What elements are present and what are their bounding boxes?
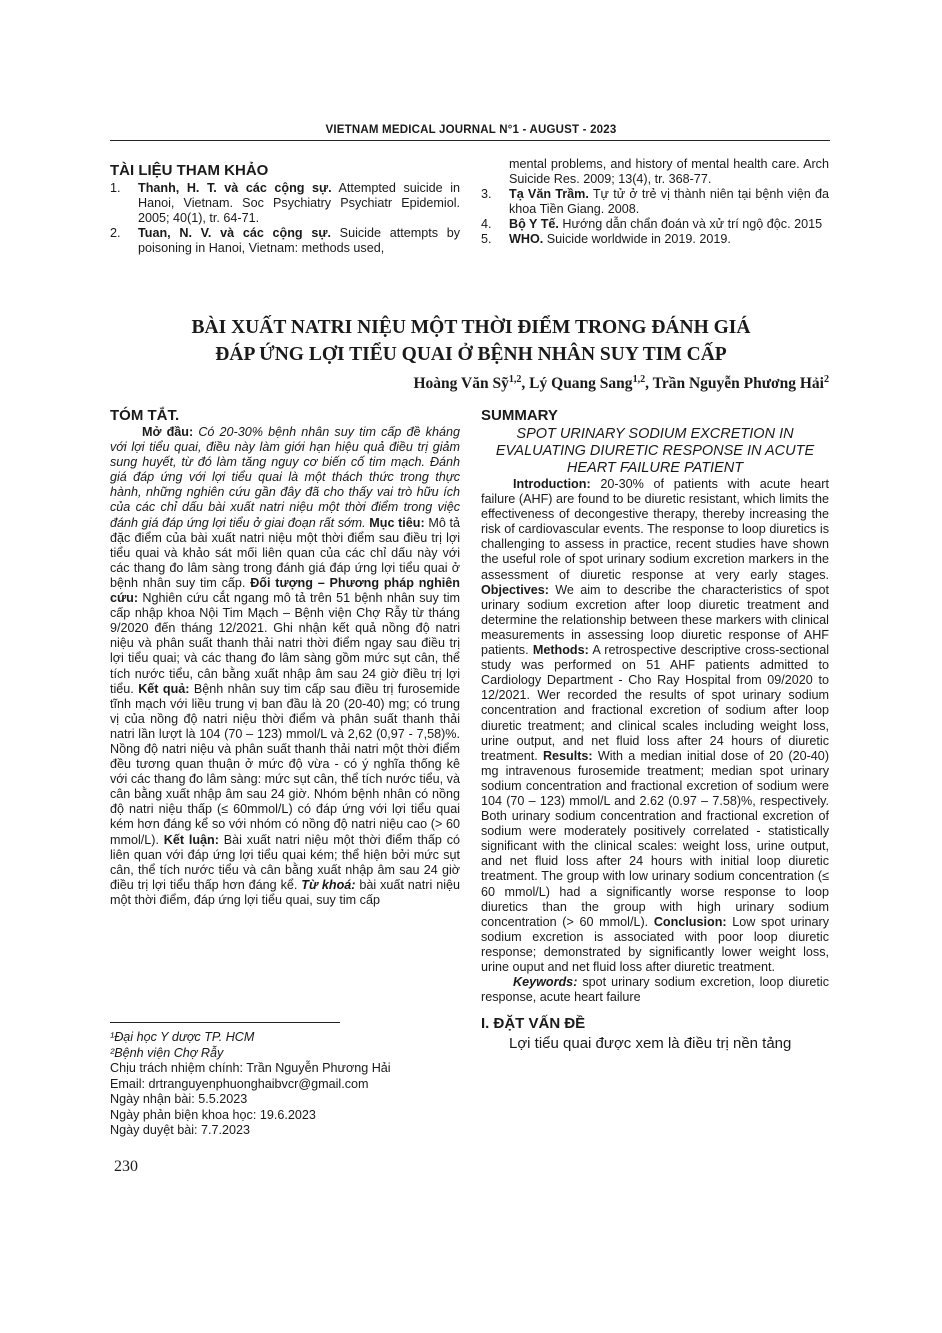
abstract-text: Mô tả đặc điểm của bài xuất natri niệu một thời điểm sau điều trị lợi tiểu quai và khảo sát mối liên quan của các chỉ dấu này với các thang đo lâm sàng trong đánh giá đáp ứng lợi tiểu quai ở bệnh nhân suy tim cấp. — [110, 515, 460, 590]
references-section-left — [110, 162, 460, 256]
reference-number: 2. — [110, 226, 121, 241]
reference-authors: WHO. — [509, 232, 544, 247]
reference-authors: Bộ Y Tế. — [509, 217, 559, 232]
introduction-text: Lợi tiểu quai được xem là điều trị nền tảng — [509, 1035, 792, 1053]
abstract-vietnamese — [110, 407, 460, 908]
reference-number: 3. — [481, 187, 492, 202]
reference-item — [481, 187, 829, 217]
author-separator: , — [645, 375, 653, 392]
abstract-text: Có 20-30% bệnh nhân suy tim cấp đề kháng với lợi tiểu quai, điều này làm giới hạn hiệu quả điều trị giảm sung huyết, từ đó làm tăng nguy cơ biến cố tim mạch. Đánh giá đáp ứng với lợi tiểu quai là một thách thức trong thực hành, những nghiên cứu gần đây đã cho thấy vai trò hữu ích của các chỉ dấu bài xuất natri niệu một thời điểm trong việc đánh giá đáp ứng lợi tiểu ở giai đoạn rất sớm. — [110, 425, 460, 530]
summary-label: Results: — [542, 748, 593, 763]
summary-text: A retrospective descriptive cross-sectional study was performed on 51 AHF patients admitted to Cardiology Department - Cho Ray Hospital from 09/2020 to 12/2021. Wer recorded the results of spot urinary sodium concentration and fractional excretion of sodium after loop diuretic treatment; and clinical scales including weight loss, urine output, and net fluid loss after 24 hours of diuretic treatment. — [481, 643, 829, 763]
footnote-accepted: Ngày duyệt bài: 7.7.2023 — [110, 1123, 251, 1137]
reference-authors: Tạ Văn Trầm. — [509, 187, 589, 202]
journal-header: VIETNAM MEDICAL JOURNAL N°1 - AUGUST - 2023 — [325, 124, 617, 136]
author-name: Trần Nguyễn Phương Hải — [652, 375, 824, 392]
reference-text: Attempted suicide in Hanoi, Vietnam. Soc Psychiatry Psychiatr Epidemiol. 2005; 40(1), tr. 64-71. — [138, 181, 460, 226]
summary-text: We aim to describe the characteristics of spot urinary sodium excretion after loop diuretic treatment and determine the relationship between these markers with clinical measurements in assessing loop diuretic response of AHF patients. — [481, 582, 829, 658]
author-affiliation: 1,2 — [508, 373, 522, 385]
footnote-rule — [110, 1022, 340, 1023]
abstract-vi-heading: TÓM TẮT. — [110, 407, 180, 424]
footnote-reviewed: Ngày phản biện khoa học: 19.6.2023 — [110, 1107, 316, 1122]
reference-authors: Thanh, H. T. và các cộng sự. — [138, 181, 332, 195]
article-title-line-1: BÀI XUẤT NATRI NIỆU MỘT THỜI ĐIỂM TRONG ĐÁNH GIÁ — [191, 317, 751, 338]
author-list — [414, 375, 830, 393]
summary-text: Low spot urinary sodium excretion is associated with poor loop diuretic response; demonstrated by significantly lower weight loss, urine ouput and net fluid loss after diuretic treatment. — [481, 914, 829, 974]
abstract-label: Mở đầu: — [142, 425, 194, 439]
summary-title: SPOT URINARY SODIUM EXCRETION IN EVALUATING DIURETIC RESPONSE IN ACUTE HEART FAILURE PATIENT — [495, 426, 815, 476]
abstract-text: Nghiên cứu cắt ngang mô tả trên 51 bệnh nhân suy tim cấp nhập khoa Nội Tim Mạch – Bệnh viện Chợ Rẫy từ tháng 9/2020 đến tháng 12/2021. Ghi nhận kết quả nồng độ natri niệu và phân suất thanh thải natri thời điểm ngay sau điều trị lợi tiểu quai; và các thang đo lâm sàng gồm mức sụt cân, thể tích nước tiểu, cân bằng xuất nhập âm sau 24 giờ điều trị lợi tiểu. — [110, 591, 460, 696]
summary-label: Conclusion: — [653, 914, 727, 929]
abstract-label: Kết quả: — [138, 681, 190, 696]
reference-text: Suicide worldwide in 2019. 2019. — [543, 232, 731, 247]
page-number: 230 — [114, 1158, 138, 1175]
article-title-line-2: ĐÁP ỨNG LỢI TIỂU QUAI Ở BỆNH NHÂN SUY TIM CẤP — [215, 344, 727, 365]
references-section-right — [481, 157, 829, 248]
references-heading: TÀI LIỆU THAM KHẢO — [110, 162, 269, 179]
reference-number — [481, 157, 509, 187]
summary-text: 20-30% of patients with acute heart failure (AHF) are found to be diuretic resistant, which limits the effectiveness of decongestive therapy, thereby increasing the risk of cardiovascular events. The response to loop diuretics is challenging to assess in practice, recent studies have shown the useful role of spot urinary sodium excretion markers in the assessment of diuretic response at very early stages. — [481, 477, 829, 582]
summary-text: With a median initial dose of 20 (20-40) mg intravenous furosemide treatment; median spot urinary sodium concentration and fractional excretion of sodium were 104 (70 – 123) mmol/L and 2.62 (0.97 – 7.58)%, respectively. Both urinary sodium concentration and fractional excretion of sodium were moderately positively correlated - statistically significant with the clinical scales: weight loss, urine output, and net fluid loss after 24 hours with initial loop diuretic treatment. The group with low urinary sodium concentration (≤ 60 mmol/L) had a significantly worse response to loop diuretics than the group with high urinary sodium concentration (> 60 mmol/L). — [481, 748, 830, 929]
abstract-label: Kết luận: — [163, 832, 219, 847]
summary-keywords — [481, 975, 829, 1005]
author-separator: , — [521, 375, 530, 392]
abstract-label: Mục tiêu: — [369, 515, 425, 530]
abstract-label: Từ khoá: — [301, 877, 356, 892]
abstract-text: bài xuất natri niệu một thời điểm, đáp ứng lợi tiểu quai, suy tim cấp — [110, 877, 460, 907]
abstract-text: Bệnh nhân suy tim cấp sau điều trị furosemide tĩnh mạch với liều trung vị ban đầu là 20 (20-40) mg; có trung vị của nồng độ natri niệu thời điểm và phân suất thanh thải natri lần lượt là 104 (70 – 123) mmol/L và 2,62 (0,97 - 7,58)%. Nồng độ natri niệu và phân suất thanh thải natri một thời điểm đều tương quan thuận ở mức độ vừa - có ý nghĩa thống kê với các thang đo lâm sàng: mức sụt cân, thể tích nước tiểu, và cân bằng xuất nhập âm sau 24 giờ. Nhóm bệnh nhân có nồng độ natri niệu thấp (≤ 60mmol/L) có đáp ứng với lợi tiểu quai kém hơn đáng kể so với nhóm có nồng độ natri niệu cao (> 60 mmol/L). — [110, 681, 460, 847]
reference-number: 4. — [481, 217, 492, 232]
reference-number: 1. — [110, 181, 121, 195]
abstract-vi-body — [110, 425, 460, 908]
summary-label: Introduction: — [513, 477, 591, 491]
author-affiliation: 2 — [823, 373, 829, 385]
introduction-heading: I. ĐẶT VẤN ĐỀ — [481, 1015, 586, 1033]
reference-text: Suicide attempts by poisoning in Hanoi, Vietnam: methods used, — [138, 226, 460, 256]
summary-text: spot urinary sodium excretion, loop diuretic response, acute heart failure — [481, 975, 829, 1005]
reference-text: mental problems, and history of mental health care. Arch Suicide Res. 2009; 13(4), tr. 368-77. — [509, 157, 829, 187]
summary-label: Objectives: — [481, 582, 549, 597]
footnote-affiliation-1: ¹Đại học Y dược TP. HCM — [110, 1030, 255, 1044]
author-affiliation: 1,2 — [632, 373, 646, 385]
summary-body — [481, 477, 829, 975]
reference-item — [110, 181, 460, 226]
footnote-corresponding: Chịu trách nhiệm chính: Trần Nguyễn Phương Hải — [110, 1061, 391, 1075]
header-rule — [110, 140, 830, 141]
abstract-english — [481, 407, 829, 1052]
reference-item — [481, 217, 829, 232]
summary-label: Methods: — [532, 643, 589, 658]
abstract-label: Đối tượng – Phương pháp nghiên cứu: — [110, 575, 460, 606]
reference-item — [481, 232, 829, 247]
footnote-received: Ngày nhận bài: 5.5.2023 — [110, 1092, 248, 1106]
reference-item — [481, 157, 829, 187]
reference-authors: Tuan, N. V. và các cộng sự. — [138, 226, 331, 241]
reference-text: Hướng dẫn chẩn đoán và xử trí ngộ độc. 2015 — [558, 217, 823, 232]
summary-label: Keywords: — [513, 975, 578, 990]
summary-heading: SUMMARY — [481, 407, 558, 424]
author-name: Hoàng Văn Sỹ — [413, 375, 509, 392]
footnote-email: Email: drtranguyenphuonghaibvcr@gmail.com — [110, 1076, 369, 1091]
reference-item — [110, 226, 460, 256]
footnotes — [110, 1030, 460, 1139]
author-name: Lý Quang Sang — [529, 375, 633, 392]
abstract-text: Bài xuất natri niệu một thời điểm thấp có liên quan với đáp ứng lợi tiểu quai kém; thể hiện bởi mức sụt cân, thể tích nước tiểu và cân bằng xuất nhập âm sau 24 giờ điều trị lợi tiểu thấp hơn đáng kể. — [110, 832, 461, 892]
footnote-affiliation-2: ²Bệnh viện Chợ Rẫy — [110, 1045, 224, 1060]
reference-text: Tự tử ở trẻ vị thành niên tại bệnh viện đa khoa Tiền Giang. 2008. — [509, 187, 829, 217]
reference-number: 5. — [481, 232, 492, 247]
